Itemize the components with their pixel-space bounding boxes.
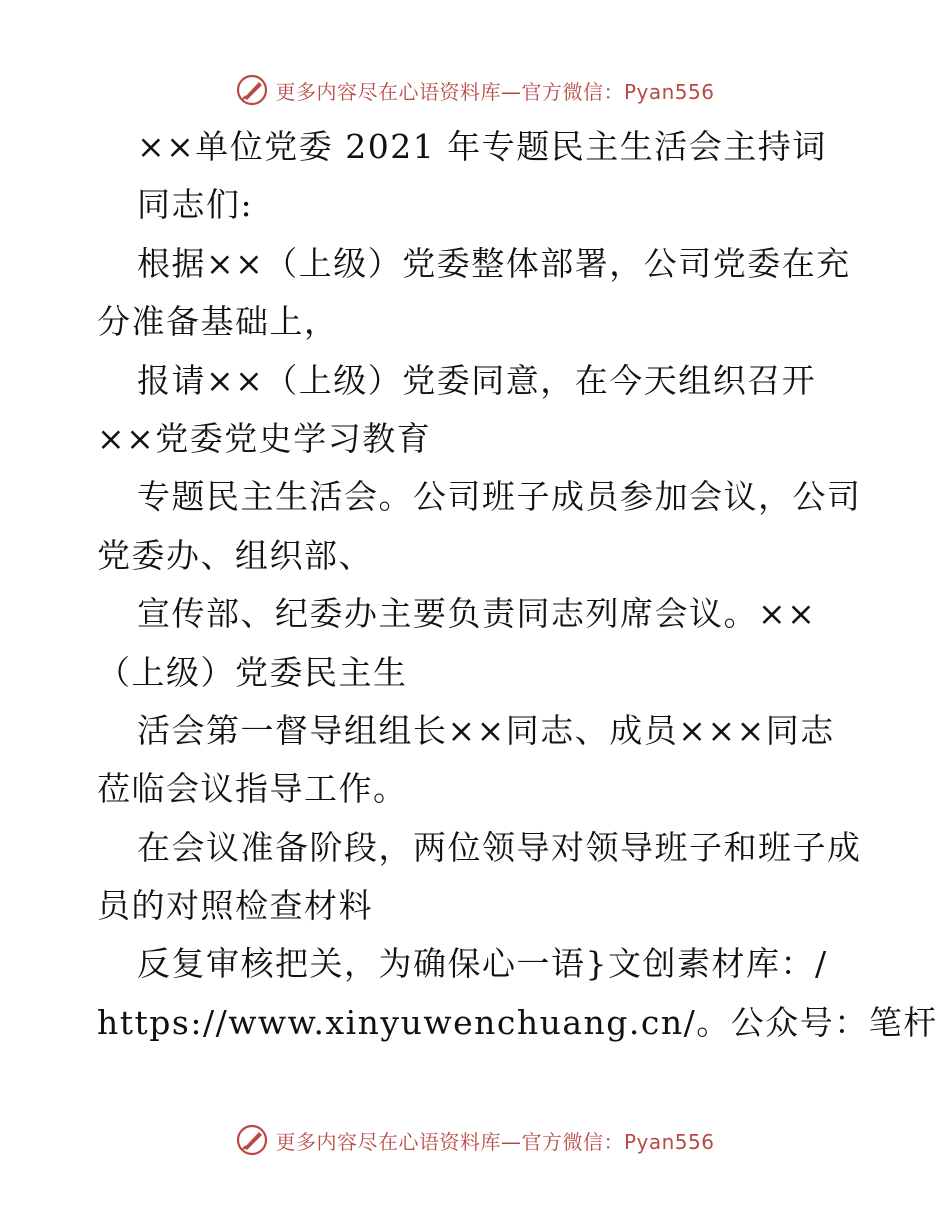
paragraph-line: 分准备基础上， [97,302,339,342]
salutation: 同志们: [137,185,254,225]
quill-pen-logo-icon [235,1123,269,1157]
paragraph-line: 根据××（上级）党委整体部署，公司党委在充 [137,243,851,283]
document-body [97,118,938,1052]
paragraph-line: 报请××（上级）党委同意，在今天组织召开 [137,360,817,400]
paragraph-line: 在会议准备阶段，两位领导对领导班子和班子成 [137,827,862,867]
watermark-text: 更多内容尽在心语资料库—官方微信：Pyan556 [275,1129,715,1154]
header-watermark [0,70,950,110]
paragraph-line: https://www.xinyuwenchuang.cn/。公众号：笔杆 [97,1002,938,1042]
document-title: ××单位党委 2021 年专题民主生活会主持词 [137,127,827,166]
paragraph-line: 党委办、组织部、 [97,535,373,575]
paragraph-line: 员的对照检查材料 [97,886,373,926]
paragraph-line: 宣传部、纪委办主要负责同志列席会议。×× [137,594,817,634]
paragraph-line: 活会第一督导组组长××同志、成员×××同志 [137,710,835,750]
paragraph-line: 专题民主生活会。公司班子成员参加会议，公司 [137,477,862,517]
paragraph-line: （上级）党委民主生 [97,652,408,692]
watermark-text: 更多内容尽在心语资料库—官方微信：Pyan556 [275,79,715,104]
paragraph-line: 莅临会议指导工作。 [97,769,408,809]
paragraph-line: ××党委党史学习教育 [97,418,432,458]
paragraph-line: 反复审核把关，为确保心一语}文创素材库：/ [137,944,828,984]
quill-pen-logo-icon [235,73,269,107]
footer-watermark [0,1120,950,1160]
